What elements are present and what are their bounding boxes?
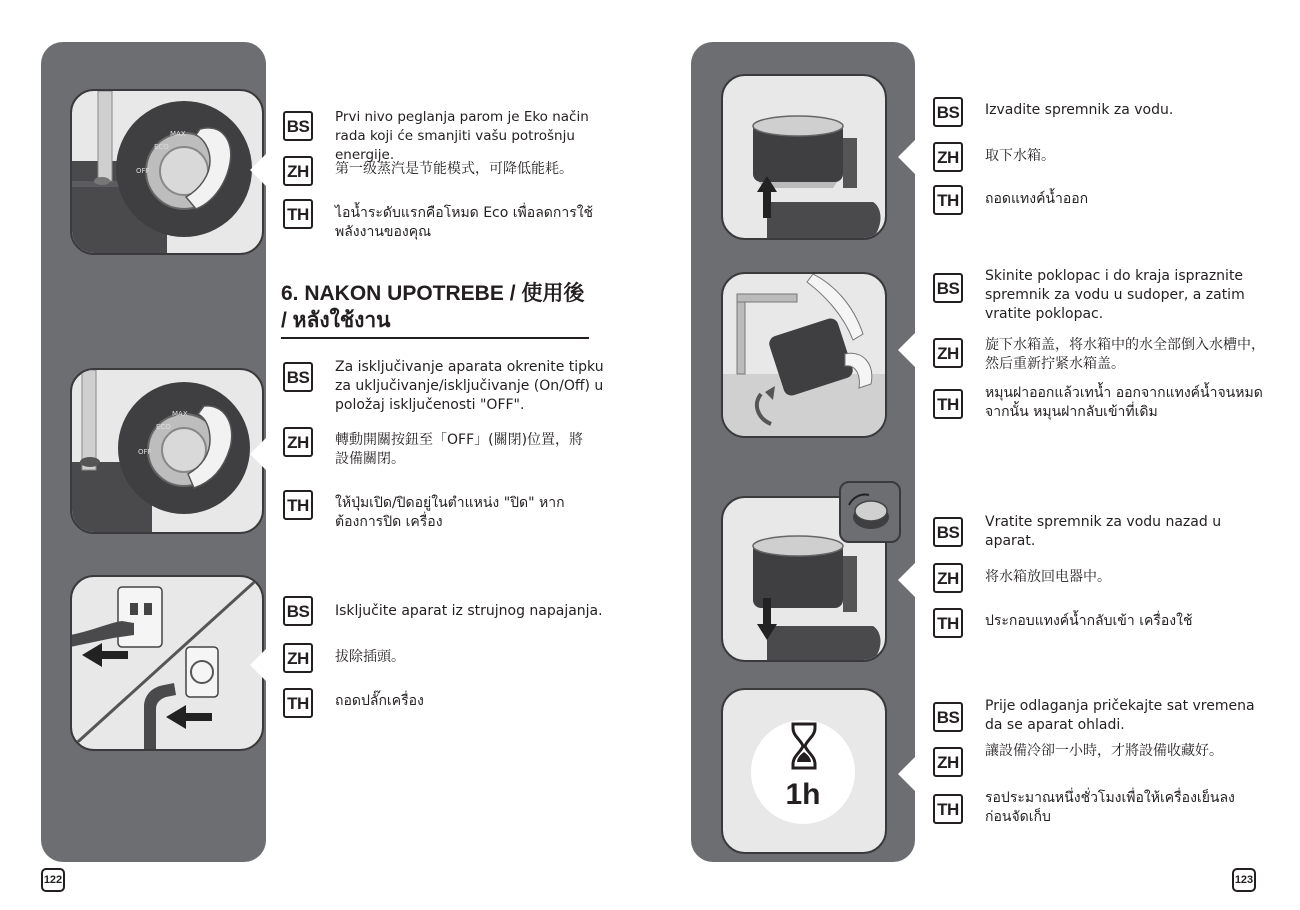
language-code-badge: BS: [933, 97, 963, 127]
language-code-badge: ZH: [933, 747, 963, 777]
instruction-text: 讓設備冷卻一小時，才將設備收藏好。: [985, 743, 1223, 759]
language-code-badge: TH: [283, 688, 313, 718]
illustration-unplug: [70, 575, 264, 751]
language-code-badge: BS: [283, 111, 313, 141]
instruction-text: Skinite poklopac i do kraja ispraznite spremnik za vodu u sudoper, a zatim vratite poklopac.: [985, 268, 1245, 322]
instruction-text: 旋下水箱盖，将水箱中的水全部倒入水槽中，然后重新拧紧水箱盖。: [985, 337, 1265, 372]
instruction-text: 第一级蒸汽是节能模式，可降低能耗。: [335, 161, 573, 177]
instruction-text: Vratite spremnik za vodu nazad u aparat.: [985, 514, 1222, 549]
illustration-cooling-time: [721, 688, 887, 854]
panel-pointer: [898, 140, 915, 174]
dial-eco-label: ECO: [156, 423, 171, 431]
panel-pointer: [250, 437, 267, 471]
dial-max-label: MAX: [172, 410, 188, 418]
language-code-badge: BS: [933, 273, 963, 303]
dial-max-label: MAX: [170, 130, 186, 138]
instruction-text: 轉動開關按鈕至「OFF」(關閉)位置，將設備關閉。: [335, 432, 584, 467]
language-code-badge: BS: [283, 362, 313, 392]
illustration-off-dial: [70, 368, 264, 534]
instruction-text: Prije odlaganja pričekajte sat vremena da se aparat ohladi.: [985, 698, 1255, 733]
instruction-text: Prvi nivo peglanja parom je Eko način rada koji će smanjiti vašu potrošnju energije.: [335, 109, 589, 163]
language-code-badge: BS: [283, 596, 313, 626]
dial-eco-label: ECO: [154, 143, 169, 151]
instruction-text: 拔除插頭。: [335, 649, 405, 665]
page-number: 122: [41, 868, 65, 892]
cooling-time-label: 1h: [785, 778, 821, 811]
instruction-text: Za isključivanje aparata okrenite tipku za uključivanje/isključivanje (On/Off) u položaj isključenosti "OFF".: [335, 359, 604, 413]
instruction-text: 取下水箱。: [985, 148, 1055, 164]
instruction-text: ไอน้ำระดับแรกคือโหมด Eco เพื่อลดการใช้พลังงานของคุณ: [335, 205, 594, 240]
instruction-text: หมุนฝาออกแล้วเทน้ำ ออกจากแทงค์น้ำจนหมด จากนั้น หมุนฝากลับเข้าที่เดิม: [985, 385, 1263, 420]
instruction-text: รอประมาณหนึ่งชั่วโมงเพื่อให้เครื่องเย็นลง ก่อนจัดเก็บ: [985, 790, 1235, 825]
dial-off-label: OFF: [136, 167, 150, 175]
language-code-badge: ZH: [283, 156, 313, 186]
panel-pointer: [250, 648, 267, 682]
panel-pointer: [898, 563, 915, 597]
language-code-badge: ZH: [283, 643, 313, 673]
instruction-text: ถอดปลั๊กเครื่อง: [335, 693, 424, 709]
panel-pointer: [250, 153, 267, 187]
heading-underline: [281, 337, 589, 339]
section-heading: 6. NAKON UPOTREBE / 使用後 / หลังใช้งาน: [281, 282, 585, 332]
language-code-badge: TH: [933, 608, 963, 638]
illustration-eco-dial: [70, 89, 264, 255]
illustration-remove-tank: [721, 74, 887, 240]
dial-off-label: OFF: [138, 448, 152, 456]
language-code-badge: TH: [933, 389, 963, 419]
panel-pointer: [898, 757, 915, 791]
panel-pointer: [898, 333, 915, 367]
language-code-badge: ZH: [283, 427, 313, 457]
language-code-badge: TH: [283, 199, 313, 229]
language-code-badge: TH: [933, 185, 963, 215]
instruction-text: ให้ปุ่มเปิด/ปิดอยู่ในตำแหน่ง "ปิด" หากต้องการปิด เครื่อง: [335, 495, 565, 530]
language-code-badge: ZH: [933, 338, 963, 368]
illustration-empty-tank: [721, 272, 887, 438]
page-number: 123: [1232, 868, 1256, 892]
language-code-badge: BS: [933, 702, 963, 732]
language-code-badge: ZH: [933, 142, 963, 172]
language-code-badge: TH: [933, 794, 963, 824]
language-code-badge: TH: [283, 490, 313, 520]
instruction-text: Izvadite spremnik za vodu.: [985, 102, 1174, 118]
instruction-text: ถอดแทงค์น้ำออก: [985, 191, 1089, 207]
instruction-text: 将水箱放回电器中。: [985, 569, 1111, 585]
language-code-badge: ZH: [933, 563, 963, 593]
language-code-badge: BS: [933, 517, 963, 547]
inset-cap-detail: [839, 481, 901, 543]
instruction-text: ประกอบแทงค์น้ำกลับเข้า เครื่องใช้: [985, 613, 1193, 629]
instruction-text: Isključite aparat iz strujnog napajanja.: [335, 603, 603, 619]
